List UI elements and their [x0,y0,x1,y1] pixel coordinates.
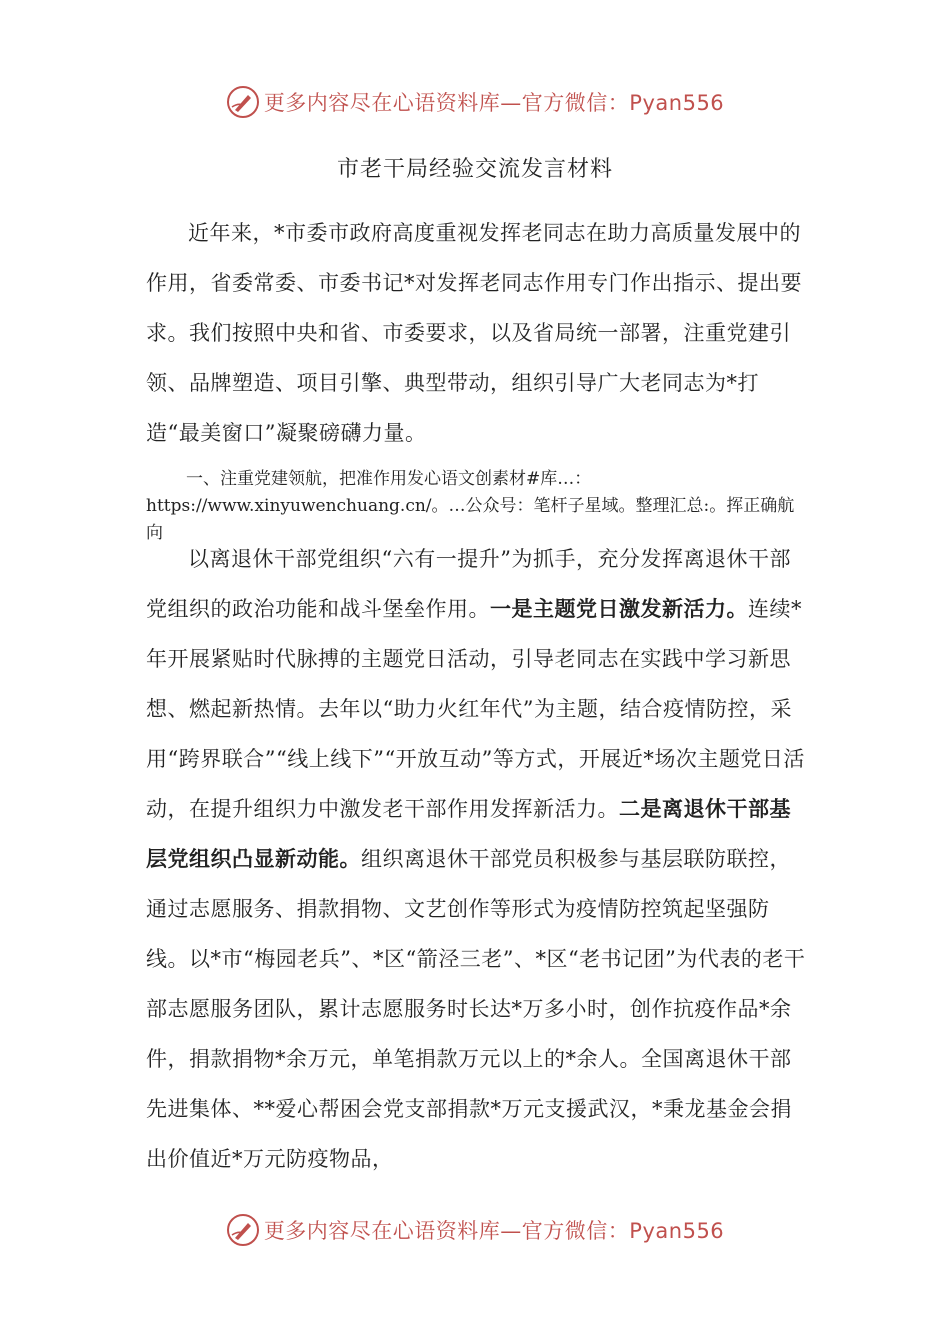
watermark-text: 更多内容尽在心语资料库—官方微信：Pyan556 [263,91,725,115]
paragraph-2 [146,534,810,1184]
watermark-banner-top [0,82,950,122]
point-one-heading: 一是主题党日激发新活力。 [490,596,748,621]
pen-logo-icon [226,85,260,119]
pen-logo-icon [226,1213,260,1247]
point-two-text: 组织离退休干部党员积极参与基层联防联控，通过志愿服务、捐款捐物、文艺创作等形式为疫情防控筑起坚强防线。以*市“梅园老兵”、*区“箭泾三老”、*区“老书记团”为代表的老干部志愿服务团队，累计志愿服务时长达*万多小时，创作抗疫作品*余件，捐款捐物*余万元，单笔捐款万元以上的*余人。全国离退休干部先进集体、**爱心帮困会党支部捐款*万元支援武汉，*秉龙基金会捐出价值近*万元防疫物品， [146,847,806,1171]
point-two-heading: 二是离退休干部基层党组织凸显新动能。 [146,796,791,871]
watermark-text: 更多内容尽在心语资料库—官方微信：Pyan556 [263,1219,725,1243]
point-one-text: 连续*年开展紧贴时代脉搏的主题党日活动，引导老同志在实践中学习新思想、燃起新热情。去年以“助力火红年代”为主题，结合疫情防控，采用“跨界联合”“线上线下”“开放互动”等方式，开展近*场次主题党日活动，在提升组织力中激发老干部作用发挥新活力。 [146,597,805,821]
document-title: 市老干局经验交流发言材料 [336,157,613,182]
watermark-banner-bottom [0,1210,950,1250]
paragraph-1: 近年来，*市委市政府高度重视发挥老同志在助力高质量发展中的作用，省委常委、市委书记*对发挥老同志作用专门作出指示、提出要求。我们按照中央和省、市委要求，以及省局统一部署，注重党建引领、品牌塑造、项目引擎、典型带动，组织引导广大老同志为*打造“最美窗口”凝聚磅礴力量。 [146,221,802,445]
section-heading-1: 一、注重党建领航，把准作用发心语文创素材#库…：https://www.xinyuwenchuang.cn/。…公众号：笔杆子星域。整理汇总:。挥正确航向 [146,469,795,543]
paragraph-2-intro: 以离退休干部党组织“六有一提升”为抓手，充分发挥离退休干部党组织的政治功能和战斗堡垒作用。 [146,547,791,621]
